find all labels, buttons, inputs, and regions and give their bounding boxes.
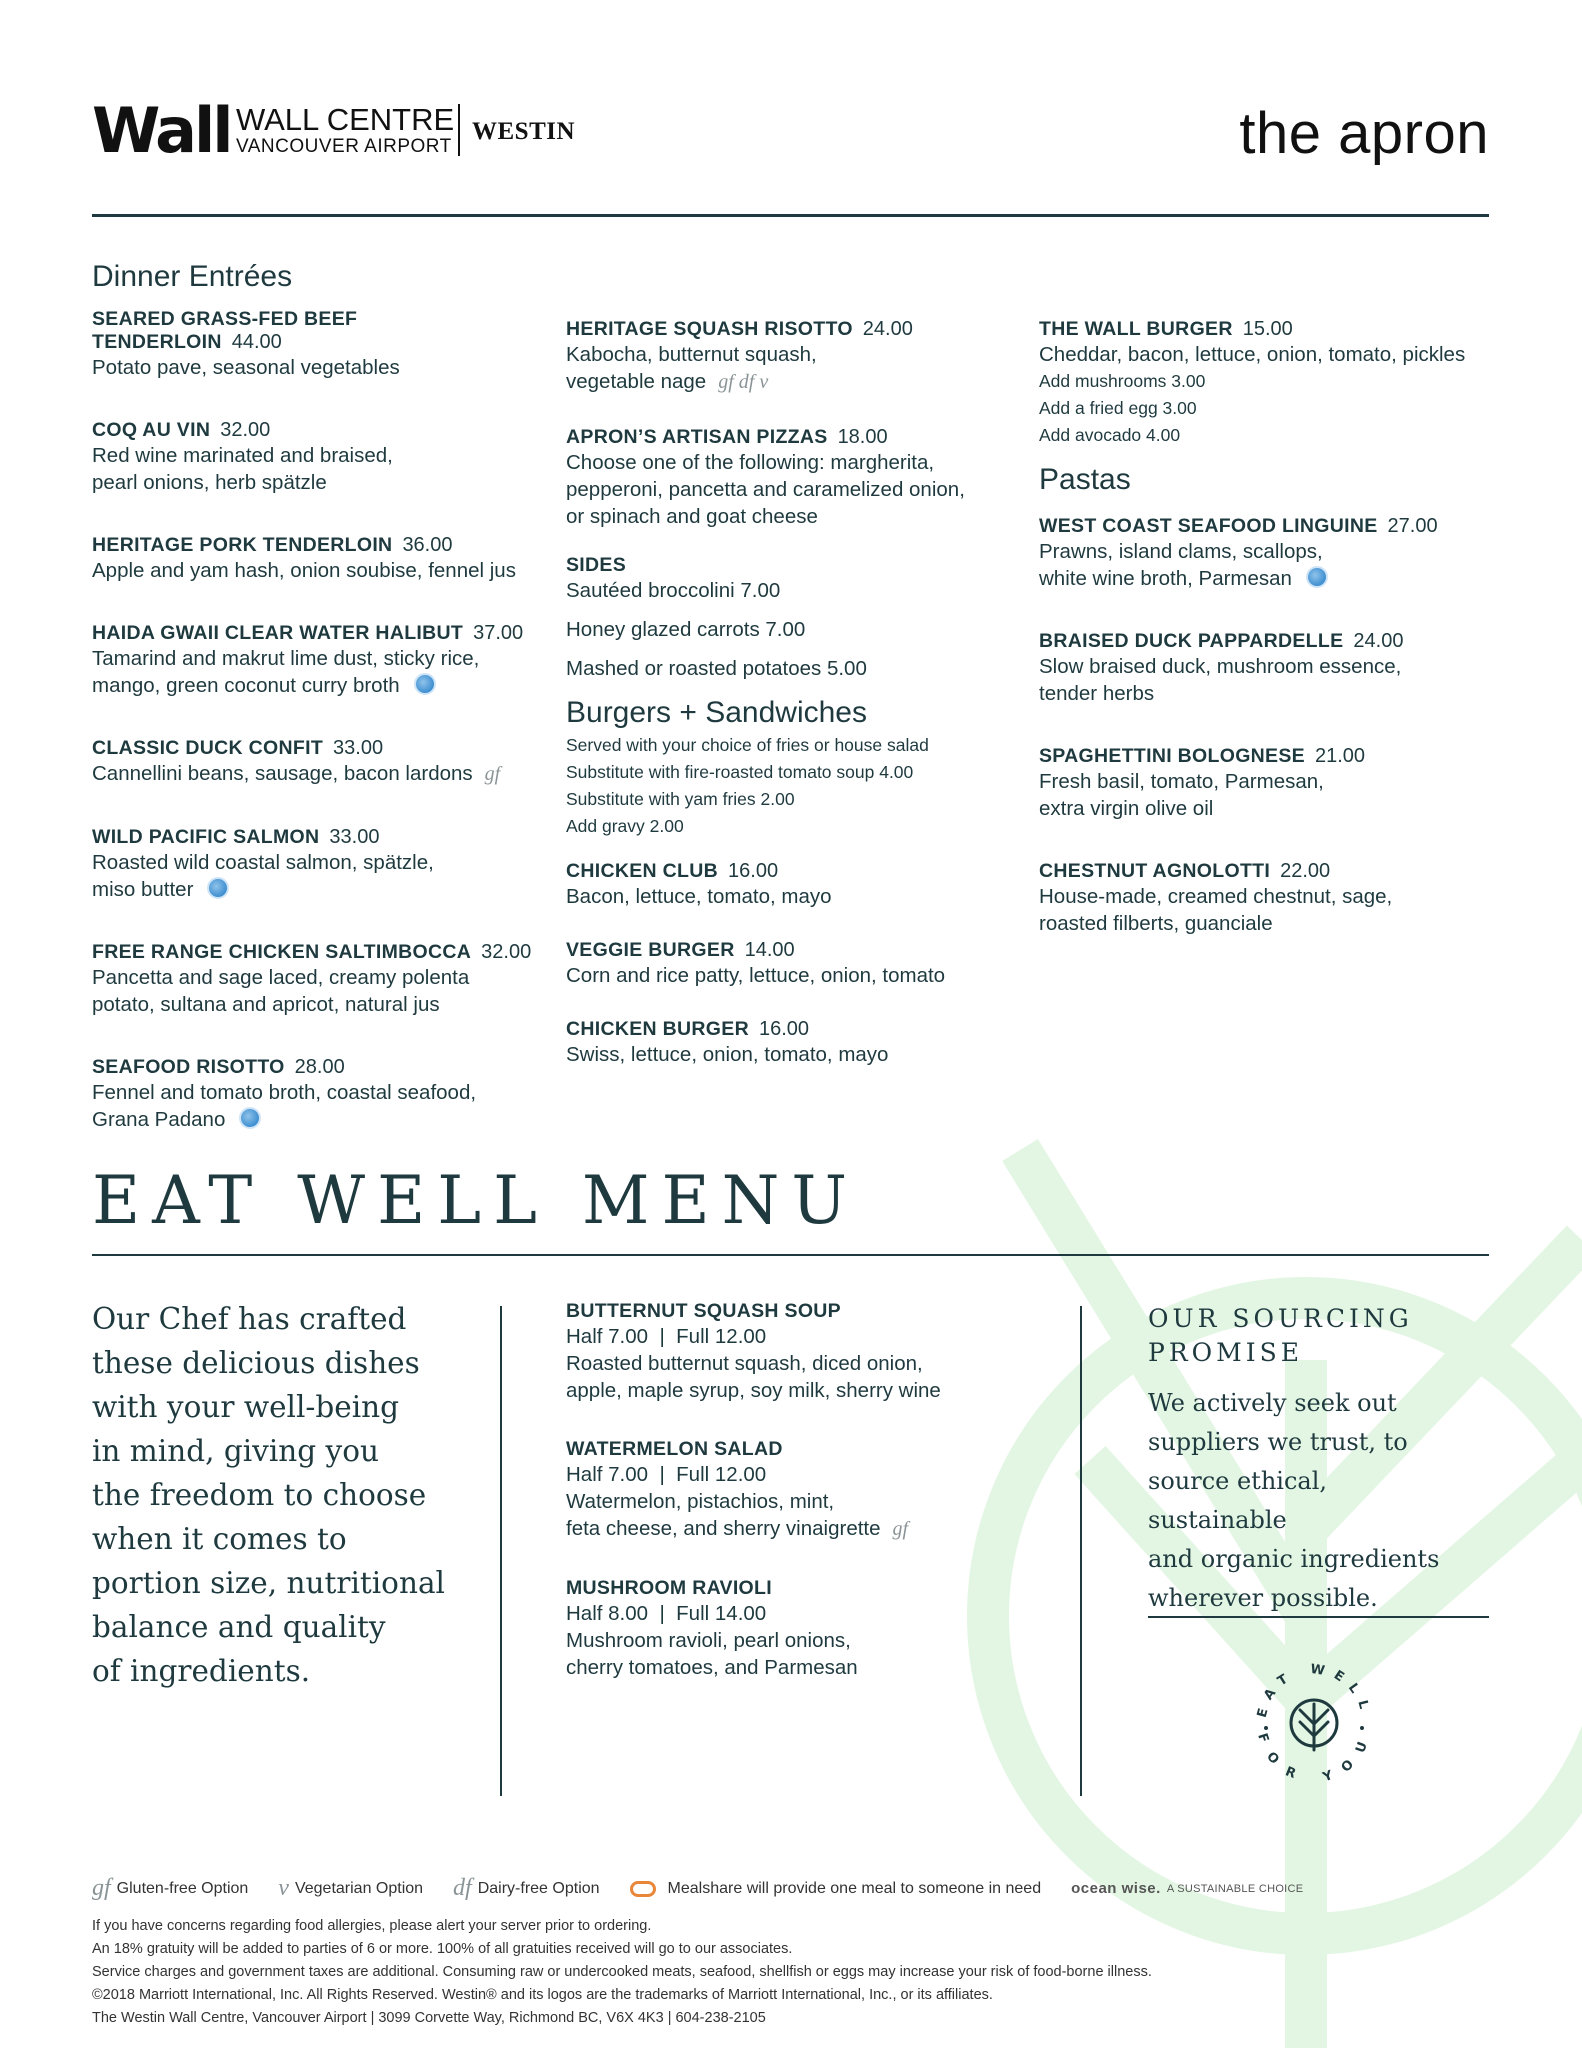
eat-well-title: EAT WELL MENU (92, 1162, 860, 1239)
item-description: Bacon, lettuce, tomato, mayo (566, 885, 832, 908)
addon: Add avocado 4.00 (1039, 425, 1181, 445)
chef-line: with your well-being (92, 1390, 400, 1424)
item-description: Potato pave, seasonal vegetables (92, 356, 400, 379)
item-price: 37.00 (473, 622, 524, 644)
item-name: SEAFOOD RISOTTO (92, 1056, 285, 1078)
dairy-free-icon: df (453, 1875, 472, 1901)
burger-note: Substitute with yam fries 2.00 (566, 789, 795, 809)
menu-item (92, 308, 552, 381)
item-description: Red wine marinated and braised, (92, 444, 393, 467)
legend-gluten-free: Gluten-free Option (116, 1879, 249, 1897)
chef-line: these delicious dishes (92, 1346, 420, 1380)
middle-column (566, 318, 1026, 1097)
sourcing-title-line: OUR SOURCING (1148, 1304, 1413, 1333)
mealshare-icon (630, 1881, 656, 1897)
item-price: 27.00 (1387, 515, 1438, 537)
item-description: Choose one of the following: margherita, (566, 451, 935, 474)
item-price: 44.00 (231, 331, 282, 353)
item-price: 33.00 (333, 737, 384, 759)
item-price: 15.00 (1242, 318, 1293, 340)
sides-title: SIDES (566, 554, 627, 576)
chef-line: balance and quality (92, 1610, 386, 1644)
item-sizes: Half 7.00 | Full 12.00 (566, 1325, 767, 1348)
item-description: Roasted butternut squash, diced onion, (566, 1352, 923, 1375)
item-description: Roasted wild coastal salmon, spätzle, (92, 851, 434, 874)
item-price: 24.00 (862, 318, 913, 340)
fine-print-line: The Westin Wall Centre, Vancouver Airport | 3099 Corvette Way, Richmond BC, V6X 4K3 | 604-238-2105 (92, 2010, 766, 2026)
item-name: CHICKEN BURGER (566, 1018, 749, 1040)
sourcing-line: and organic ingredients (1148, 1545, 1440, 1573)
item-name: BRAISED DUCK PAPPARDELLE (1039, 630, 1344, 652)
menu-item (92, 1056, 552, 1133)
item-name: HERITAGE SQUASH RISOTTO (566, 318, 853, 340)
item-description: pepperoni, pancetta and caramelized onion, (566, 478, 965, 501)
dietary-marks: gf (892, 1518, 909, 1540)
item-price: 32.00 (481, 941, 532, 963)
item-description: Prawns, island clams, scallops, (1039, 540, 1323, 563)
chef-line: the freedom to choose (92, 1478, 427, 1512)
legend-mealshare: Mealshare will provide one meal to someone in need (667, 1879, 1042, 1897)
item-description: pearl onions, herb spätzle (92, 471, 327, 494)
item-description: Tamarind and makrut lime dust, sticky rice, (92, 647, 480, 670)
legend (92, 1875, 1303, 1902)
item-description: mango, green coconut curry broth (92, 674, 400, 697)
section-title-burgers: Burgers + Sandwiches (566, 696, 867, 729)
menu-item-squash-soup (566, 1300, 1046, 1404)
item-name: WATERMELON SALAD (566, 1438, 783, 1460)
item-name: WILD PACIFIC SALMON (92, 826, 320, 848)
item-name: FREE RANGE CHICKEN SALTIMBOCCA (92, 941, 472, 963)
item-price: 32.00 (220, 419, 271, 441)
addon: Add a fried egg 3.00 (1039, 398, 1197, 418)
item-description: Cheddar, bacon, lettuce, onion, tomato, pickles (1039, 343, 1466, 366)
item-price: 36.00 (402, 534, 453, 556)
fine-print (92, 1915, 1512, 2030)
menu-item-mushroom-ravioli (566, 1577, 1046, 1681)
ocean-wise-icon (207, 877, 229, 899)
item-price: 16.00 (728, 860, 779, 882)
chef-line: in mind, giving you (92, 1434, 379, 1468)
item-description: Watermelon, pistachios, mint, (566, 1490, 835, 1513)
sourcing-title (1148, 1302, 1413, 1370)
header-rule (92, 214, 1489, 217)
side-item: Sautéed broccolini 7.00 (566, 579, 781, 602)
chef-statement (92, 1297, 472, 1693)
item-description: white wine broth, Parmesan (1039, 567, 1292, 590)
item-price: 28.00 (294, 1056, 345, 1078)
ocean-wise-tagline: A SUSTAINABLE CHOICE (1166, 1882, 1304, 1895)
item-name: HERITAGE PORK TENDERLOIN (92, 534, 393, 556)
burger-note: Add gravy 2.00 (566, 816, 684, 836)
burger-notes (566, 732, 1026, 840)
eat-well-for-you-badge (1244, 1652, 1384, 1792)
item-description: Grana Padano (92, 1108, 226, 1131)
item-name: THE WALL BURGER (1039, 318, 1233, 340)
side-item: Honey glazed carrots 7.00 (566, 618, 806, 641)
sides-section (566, 554, 1026, 682)
item-description: Corn and rice patty, lettuce, onion, tomato (566, 964, 946, 987)
item-price: 18.00 (837, 426, 888, 448)
restaurant-name: the apron (1239, 101, 1489, 166)
item-description: Cannellini beans, sausage, bacon lardons (92, 762, 473, 785)
item-description: apple, maple syrup, soy milk, sherry wine (566, 1379, 941, 1402)
dinner-list (92, 308, 552, 1133)
menu-item (1039, 515, 1499, 592)
wall-logo: Wall (92, 94, 231, 167)
ocean-wise-icon (414, 673, 436, 695)
item-price: 14.00 (744, 939, 795, 961)
menu-item (1039, 860, 1499, 937)
logo-line-2: VANCOUVER AIRPORT (236, 136, 452, 157)
menu-item (1039, 745, 1499, 822)
item-name: HAIDA GWAII CLEAR WATER HALIBUT (92, 622, 464, 644)
sourcing-rule (1148, 1616, 1489, 1618)
item-sizes: Half 7.00 | Full 12.00 (566, 1463, 767, 1486)
menu-item-pizzas (566, 426, 1026, 530)
item-description: Fresh basil, tomato, Parmesan, (1039, 770, 1324, 793)
eat-well-rule (92, 1254, 1489, 1256)
ocean-wise-icon (239, 1107, 261, 1129)
section-title-pastas: Pastas (1039, 463, 1131, 496)
menu-item-chicken-burger (566, 1018, 1026, 1068)
item-description: feta cheese, and sherry vinaigrette (566, 1517, 881, 1540)
menu-item-watermelon-salad (566, 1438, 1046, 1543)
side-item: Mashed or roasted potatoes 5.00 (566, 657, 867, 680)
item-name: CHICKEN CLUB (566, 860, 719, 882)
menu-item (92, 826, 552, 903)
sourcing-line: We actively seek out (1148, 1389, 1397, 1417)
menu-item (1039, 630, 1499, 707)
dietary-marks: gf (484, 763, 501, 785)
sourcing-line: suppliers we trust, to (1148, 1428, 1408, 1456)
menu-item-wall-burger (1039, 318, 1499, 449)
burger-note: Substitute with fire-roasted tomato soup 4.00 (566, 762, 914, 782)
item-description: miso butter (92, 878, 194, 901)
fine-print-line: ©2018 Marriott International, Inc. All Rights Reserved. Westin® and its logos are the trademarks of Marriott International, Inc., or its affiliates. (92, 1987, 993, 2003)
legend-dairy-free: Dairy-free Option (477, 1879, 600, 1897)
item-name: VEGGIE BURGER (566, 939, 735, 961)
dinner-column (92, 260, 552, 1171)
menu-item (92, 534, 552, 584)
legend-vegetarian: Vegetarian Option (294, 1879, 424, 1897)
item-description: or spinach and goat cheese (566, 505, 818, 528)
item-description: tender herbs (1039, 682, 1155, 705)
item-description: Swiss, lettuce, onion, tomato, mayo (566, 1043, 889, 1066)
menu-item (92, 941, 552, 1018)
sourcing-line: source ethical, sustainable (1148, 1467, 1328, 1534)
ocean-wise-icon (1306, 566, 1328, 588)
item-price: 21.00 (1314, 745, 1366, 767)
menu-item-veggie-burger (566, 939, 1026, 989)
eat-well-items (566, 1300, 1046, 1710)
column-divider (500, 1306, 502, 1796)
section-title-dinner: Dinner Entrées (92, 260, 293, 293)
vegetarian-icon: v (278, 1875, 289, 1901)
item-price: 33.00 (329, 826, 380, 848)
item-name: COQ AU VIN (92, 419, 211, 441)
item-name: MUSHROOM RAVIOLI (566, 1577, 772, 1599)
item-price: 24.00 (1353, 630, 1404, 652)
column-divider (1080, 1306, 1082, 1796)
item-name: WEST COAST SEAFOOD LINGUINE (1039, 515, 1378, 537)
item-description: Kabocha, butternut squash, (566, 343, 817, 366)
item-name: SEARED GRASS-FED BEEF TENDERLOIN (92, 308, 358, 353)
item-description: roasted filberts, guanciale (1039, 912, 1273, 935)
item-name: CHESTNUT AGNOLOTTI (1039, 860, 1271, 882)
item-name: BUTTERNUT SQUASH SOUP (566, 1300, 841, 1322)
fine-print-line: If you have concerns regarding food allergies, please alert your server prior to ordering. (92, 1918, 652, 1934)
sourcing-text (1148, 1384, 1468, 1618)
item-description: cherry tomatoes, and Parmesan (566, 1656, 858, 1679)
chef-line: when it comes to (92, 1522, 347, 1556)
chef-line: of ingredients. (92, 1654, 311, 1688)
badge-top-text: EAT WELL (1254, 1661, 1374, 1720)
wall-centre-logo-text (236, 104, 454, 156)
item-description: Fennel and tomato broth, coastal seafood, (92, 1081, 477, 1104)
sourcing-title-line: PROMISE (1148, 1338, 1303, 1367)
logo-line-1: WALL CENTRE (236, 102, 455, 137)
leaf-icon (1291, 1700, 1337, 1750)
chef-line: portion size, nutritional (92, 1566, 445, 1600)
item-description: vegetable nage (566, 370, 707, 393)
addon: Add mushrooms 3.00 (1039, 371, 1206, 391)
item-description: potato, sultana and apricot, natural jus (92, 993, 440, 1016)
fine-print-line: Service charges and government taxes are additional. Consuming raw or undercooked meats, seafood, shellfish or eggs may increase your risk of food-borne illness. (92, 1964, 1152, 1980)
menu-item-squash-risotto (566, 318, 1026, 396)
item-description: House-made, creamed chestnut, sage, (1039, 885, 1393, 908)
dietary-marks: gf df v (718, 371, 769, 393)
item-price: 16.00 (758, 1018, 810, 1040)
fine-print-line: An 18% gratuity will be added to parties of 6 or more. 100% of all gratuities received will go to our associates. (92, 1941, 793, 1957)
item-description: Slow braised duck, mushroom essence, (1039, 655, 1402, 678)
ocean-wise-logo: ocean wise. (1071, 1880, 1161, 1897)
item-description: Apple and yam hash, onion soubise, fennel jus (92, 559, 516, 582)
item-description: Mushroom ravioli, pearl onions, (566, 1629, 851, 1652)
menu-item-chicken-club (566, 860, 1026, 910)
right-column (1039, 318, 1499, 975)
item-name: CLASSIC DUCK CONFIT (92, 737, 324, 759)
gluten-free-icon: gf (92, 1875, 111, 1901)
westin-logo: WESTIN (472, 118, 576, 145)
pasta-list (1039, 515, 1499, 937)
item-name: APRON’S ARTISAN PIZZAS (566, 426, 828, 448)
item-price: 22.00 (1280, 860, 1331, 882)
item-description: extra virgin olive oil (1039, 797, 1214, 820)
menu-item (92, 737, 552, 788)
menu-item (92, 419, 552, 496)
item-sizes: Half 8.00 | Full 14.00 (566, 1602, 767, 1625)
burger-note: Served with your choice of fries or house salad (566, 735, 929, 755)
sourcing-line: wherever possible. (1148, 1584, 1378, 1612)
badge-bottom-text: FOR YOU (1254, 1731, 1374, 1787)
item-description: Pancetta and sage laced, creamy polenta (92, 966, 470, 989)
chef-line: Our Chef has crafted (92, 1302, 407, 1336)
menu-item (92, 622, 552, 699)
item-name: SPAGHETTINI BOLOGNESE (1039, 745, 1305, 767)
logo-divider (458, 104, 460, 156)
